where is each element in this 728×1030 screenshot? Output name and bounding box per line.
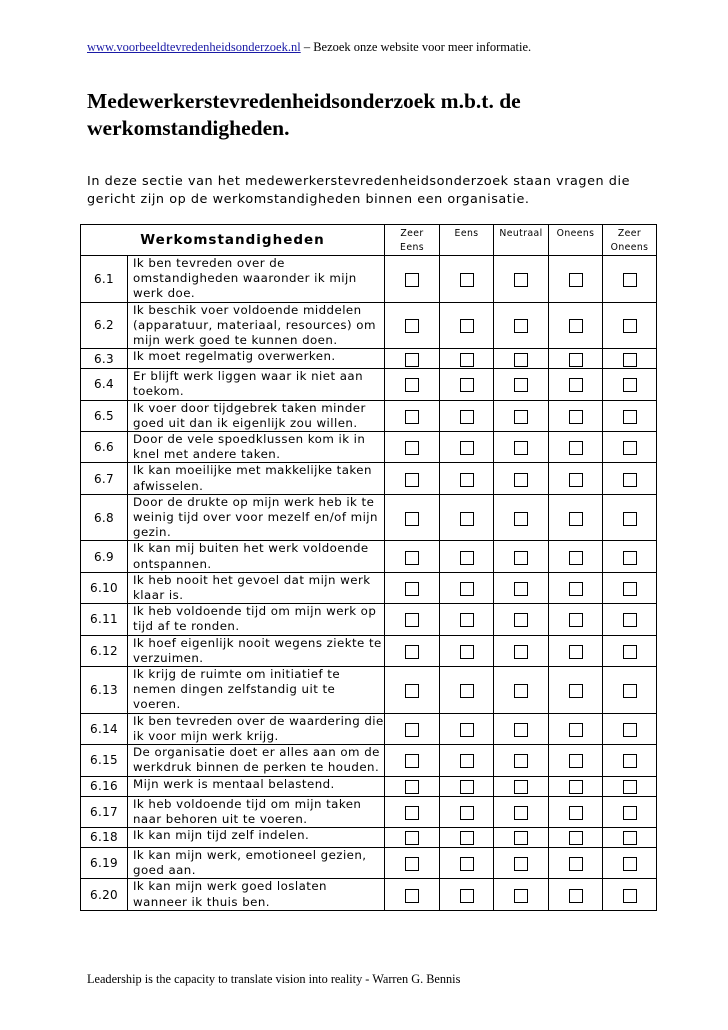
answer-cell-strongly-disagree bbox=[603, 494, 657, 541]
checkbox-neutral[interactable] bbox=[514, 645, 528, 659]
scale-header-strongly-disagree: Zeer Oneens bbox=[603, 225, 657, 256]
checkbox-neutral[interactable] bbox=[514, 410, 528, 424]
answer-cell-disagree bbox=[549, 432, 603, 463]
answer-cell-disagree bbox=[549, 635, 603, 666]
answer-cell-disagree bbox=[549, 349, 603, 369]
question-number: 6.3 bbox=[81, 349, 128, 369]
question-number: 6.2 bbox=[81, 302, 128, 349]
question-text: Ik ben tevreden over de omstandigheden waaronder ik mijn werk doe. bbox=[128, 256, 385, 303]
checkbox-neutral[interactable] bbox=[514, 582, 528, 596]
checkbox-disagree[interactable] bbox=[569, 319, 583, 333]
answer-cell-agree bbox=[440, 667, 494, 714]
checkbox-agree[interactable] bbox=[460, 780, 474, 794]
answer-cell-agree bbox=[440, 796, 494, 827]
answer-cell-strongly-disagree bbox=[603, 349, 657, 369]
checkbox-disagree[interactable] bbox=[569, 754, 583, 768]
question-number: 6.13 bbox=[81, 667, 128, 714]
checkbox-strongly-agree[interactable] bbox=[405, 613, 419, 627]
checkbox-strongly-disagree[interactable] bbox=[623, 780, 637, 794]
checkbox-strongly-agree[interactable] bbox=[405, 645, 419, 659]
answer-cell-neutral bbox=[494, 400, 549, 431]
checkbox-neutral[interactable] bbox=[514, 613, 528, 627]
answer-cell-strongly-disagree bbox=[603, 713, 657, 744]
footer-quote: Leadership is the capacity to translate vision into reality - Warren G. Bennis bbox=[87, 972, 461, 986]
checkbox-neutral[interactable] bbox=[514, 441, 528, 455]
question-text: Ik heb voldoende tijd om mijn taken naar behoren uit te voeren. bbox=[128, 796, 385, 827]
answer-cell-neutral bbox=[494, 541, 549, 572]
answer-cell-strongly-agree bbox=[385, 400, 440, 431]
question-number: 6.5 bbox=[81, 400, 128, 431]
checkbox-disagree[interactable] bbox=[569, 857, 583, 871]
checkbox-strongly-agree[interactable] bbox=[405, 410, 419, 424]
answer-cell-disagree bbox=[549, 827, 603, 847]
answer-cell-strongly-agree bbox=[385, 369, 440, 400]
checkbox-strongly-disagree[interactable] bbox=[623, 410, 637, 424]
question-text: Ik voer door tijdgebrek taken minder goed uit dan ik eigenlijk zou willen. bbox=[128, 400, 385, 431]
checkbox-strongly-disagree[interactable] bbox=[623, 512, 637, 526]
answer-cell-strongly-agree bbox=[385, 302, 440, 349]
answer-cell-agree bbox=[440, 879, 494, 910]
answer-cell-agree bbox=[440, 604, 494, 635]
answer-cell-disagree bbox=[549, 796, 603, 827]
checkbox-strongly-agree[interactable] bbox=[405, 582, 419, 596]
checkbox-strongly-agree[interactable] bbox=[405, 831, 419, 845]
checkbox-neutral[interactable] bbox=[514, 754, 528, 768]
answer-cell-disagree bbox=[549, 713, 603, 744]
table-row bbox=[81, 302, 657, 349]
checkbox-neutral[interactable] bbox=[514, 806, 528, 820]
checkbox-strongly-disagree[interactable] bbox=[623, 319, 637, 333]
question-text: Ik moet regelmatig overwerken. bbox=[128, 349, 385, 369]
answer-cell-strongly-agree bbox=[385, 745, 440, 776]
answer-cell-strongly-agree bbox=[385, 604, 440, 635]
checkbox-strongly-agree[interactable] bbox=[405, 273, 419, 287]
answer-cell-disagree bbox=[549, 256, 603, 303]
answer-cell-strongly-agree bbox=[385, 572, 440, 603]
table-row bbox=[81, 796, 657, 827]
checkbox-agree[interactable] bbox=[460, 441, 474, 455]
answer-cell-disagree bbox=[549, 847, 603, 878]
checkbox-disagree[interactable] bbox=[569, 780, 583, 794]
table-header-row bbox=[81, 225, 657, 256]
answer-cell-strongly-disagree bbox=[603, 302, 657, 349]
answer-cell-strongly-agree bbox=[385, 635, 440, 666]
survey-body bbox=[81, 256, 657, 911]
checkbox-agree[interactable] bbox=[460, 378, 474, 392]
question-text: Ik heb voldoende tijd om mijn werk op tijd af te ronden. bbox=[128, 604, 385, 635]
answer-cell-strongly-disagree bbox=[603, 635, 657, 666]
question-number: 6.11 bbox=[81, 604, 128, 635]
scale-header-agree: Eens bbox=[440, 225, 494, 256]
website-link[interactable]: www.voorbeeldtevredenheidsonderzoek.nl bbox=[87, 40, 301, 54]
checkbox-strongly-agree[interactable] bbox=[405, 857, 419, 871]
answer-cell-strongly-disagree bbox=[603, 667, 657, 714]
answer-cell-strongly-agree bbox=[385, 796, 440, 827]
checkbox-neutral[interactable] bbox=[514, 319, 528, 333]
checkbox-agree[interactable] bbox=[460, 754, 474, 768]
table-row bbox=[81, 847, 657, 878]
checkbox-disagree[interactable] bbox=[569, 806, 583, 820]
answer-cell-neutral bbox=[494, 796, 549, 827]
answer-cell-neutral bbox=[494, 776, 549, 796]
answer-cell-strongly-disagree bbox=[603, 745, 657, 776]
checkbox-strongly-agree[interactable] bbox=[405, 441, 419, 455]
table-row bbox=[81, 432, 657, 463]
answer-cell-disagree bbox=[549, 463, 603, 494]
table-row bbox=[81, 400, 657, 431]
question-number: 6.19 bbox=[81, 847, 128, 878]
checkbox-disagree[interactable] bbox=[569, 723, 583, 737]
checkbox-strongly-agree[interactable] bbox=[405, 684, 419, 698]
answer-cell-agree bbox=[440, 349, 494, 369]
question-number: 6.8 bbox=[81, 494, 128, 541]
scale-header-strongly-agree: Zeer Eens bbox=[385, 225, 440, 256]
checkbox-strongly-agree[interactable] bbox=[405, 319, 419, 333]
page-title: Medewerkerstevredenheidsonderzoek m.b.t. de werkomstandigheden. bbox=[87, 89, 521, 140]
checkbox-neutral[interactable] bbox=[514, 378, 528, 392]
answer-cell-disagree bbox=[549, 667, 603, 714]
checkbox-strongly-agree[interactable] bbox=[405, 378, 419, 392]
checkbox-disagree[interactable] bbox=[569, 582, 583, 596]
question-number: 6.18 bbox=[81, 827, 128, 847]
checkbox-strongly-disagree[interactable] bbox=[623, 831, 637, 845]
question-text: Ik kan mijn werk goed loslaten wanneer ik thuis ben. bbox=[128, 879, 385, 910]
checkbox-agree[interactable] bbox=[460, 645, 474, 659]
checkbox-strongly-disagree[interactable] bbox=[623, 378, 637, 392]
checkbox-strongly-disagree[interactable] bbox=[623, 645, 637, 659]
checkbox-disagree[interactable] bbox=[569, 410, 583, 424]
answer-cell-neutral bbox=[494, 713, 549, 744]
checkbox-neutral[interactable] bbox=[514, 273, 528, 287]
question-text: Ik kan mijn tijd zelf indelen. bbox=[128, 827, 385, 847]
checkbox-disagree[interactable] bbox=[569, 512, 583, 526]
answer-cell-strongly-disagree bbox=[603, 572, 657, 603]
answer-cell-agree bbox=[440, 541, 494, 572]
checkbox-neutral[interactable] bbox=[514, 684, 528, 698]
question-text: Ik ben tevreden over de waardering die ik voor mijn werk krijg. bbox=[128, 713, 385, 744]
question-number: 6.7 bbox=[81, 463, 128, 494]
answer-cell-strongly-agree bbox=[385, 713, 440, 744]
question-number: 6.1 bbox=[81, 256, 128, 303]
checkbox-neutral[interactable] bbox=[514, 473, 528, 487]
answer-cell-agree bbox=[440, 776, 494, 796]
answer-cell-disagree bbox=[549, 541, 603, 572]
answer-cell-strongly-agree bbox=[385, 541, 440, 572]
checkbox-strongly-disagree[interactable] bbox=[623, 551, 637, 565]
checkbox-strongly-agree[interactable] bbox=[405, 754, 419, 768]
checkbox-agree[interactable] bbox=[460, 551, 474, 565]
answer-cell-agree bbox=[440, 369, 494, 400]
checkbox-strongly-disagree[interactable] bbox=[623, 889, 637, 903]
answer-cell-neutral bbox=[494, 847, 549, 878]
answer-cell-strongly-agree bbox=[385, 256, 440, 303]
checkbox-disagree[interactable] bbox=[569, 353, 583, 367]
question-text: Door de vele spoedklussen kom ik in knel met andere taken. bbox=[128, 432, 385, 463]
answer-cell-strongly-disagree bbox=[603, 256, 657, 303]
answer-cell-strongly-agree bbox=[385, 667, 440, 714]
answer-cell-agree bbox=[440, 463, 494, 494]
answer-cell-neutral bbox=[494, 432, 549, 463]
checkbox-neutral[interactable] bbox=[514, 551, 528, 565]
checkbox-disagree[interactable] bbox=[569, 889, 583, 903]
checkbox-neutral[interactable] bbox=[514, 353, 528, 367]
answer-cell-strongly-agree bbox=[385, 776, 440, 796]
question-text: Ik hoef eigenlijk nooit wegens ziekte te verzuimen. bbox=[128, 635, 385, 666]
checkbox-strongly-agree[interactable] bbox=[405, 473, 419, 487]
checkbox-disagree[interactable] bbox=[569, 684, 583, 698]
checkbox-strongly-agree[interactable] bbox=[405, 353, 419, 367]
table-row bbox=[81, 713, 657, 744]
table-row bbox=[81, 776, 657, 796]
answer-cell-disagree bbox=[549, 604, 603, 635]
question-number: 6.6 bbox=[81, 432, 128, 463]
checkbox-strongly-agree[interactable] bbox=[405, 512, 419, 526]
checkbox-agree[interactable] bbox=[460, 353, 474, 367]
checkbox-disagree[interactable] bbox=[569, 613, 583, 627]
checkbox-agree[interactable] bbox=[460, 831, 474, 845]
answer-cell-agree bbox=[440, 847, 494, 878]
table-row bbox=[81, 604, 657, 635]
scale-header-neutral: Neutraal bbox=[494, 225, 549, 256]
checkbox-strongly-agree[interactable] bbox=[405, 889, 419, 903]
answer-cell-agree bbox=[440, 713, 494, 744]
table-row bbox=[81, 369, 657, 400]
checkbox-agree[interactable] bbox=[460, 319, 474, 333]
answer-cell-strongly-disagree bbox=[603, 776, 657, 796]
answer-cell-strongly-agree bbox=[385, 879, 440, 910]
answer-cell-agree bbox=[440, 256, 494, 303]
answer-cell-neutral bbox=[494, 572, 549, 603]
question-number: 6.17 bbox=[81, 796, 128, 827]
table-row bbox=[81, 256, 657, 303]
checkbox-agree[interactable] bbox=[460, 410, 474, 424]
checkbox-agree[interactable] bbox=[460, 473, 474, 487]
survey-table bbox=[80, 224, 657, 911]
table-row bbox=[81, 827, 657, 847]
table-row bbox=[81, 494, 657, 541]
checkbox-disagree[interactable] bbox=[569, 645, 583, 659]
answer-cell-agree bbox=[440, 432, 494, 463]
checkbox-strongly-agree[interactable] bbox=[405, 780, 419, 794]
answer-cell-disagree bbox=[549, 776, 603, 796]
header-suffix: – Bezoek onze website voor meer informatie. bbox=[300, 40, 532, 54]
answer-cell-agree bbox=[440, 494, 494, 541]
checkbox-strongly-disagree[interactable] bbox=[623, 582, 637, 596]
question-number: 6.14 bbox=[81, 713, 128, 744]
question-number: 6.10 bbox=[81, 572, 128, 603]
answer-cell-strongly-agree bbox=[385, 463, 440, 494]
checkbox-neutral[interactable] bbox=[514, 889, 528, 903]
checkbox-disagree[interactable] bbox=[569, 473, 583, 487]
intro-paragraph: In deze sectie van het medewerkerstevredenheidsonderzoek staan vragen die gericht zijn op de werkomstandigheden binnen een organisatie. bbox=[87, 174, 630, 207]
answer-cell-neutral bbox=[494, 256, 549, 303]
question-text: Ik kan mijn werk, emotioneel gezien, goed aan. bbox=[128, 847, 385, 878]
answer-cell-disagree bbox=[549, 879, 603, 910]
checkbox-strongly-disagree[interactable] bbox=[623, 613, 637, 627]
question-number: 6.12 bbox=[81, 635, 128, 666]
answer-cell-strongly-agree bbox=[385, 827, 440, 847]
question-text: Ik heb nooit het gevoel dat mijn werk klaar is. bbox=[128, 572, 385, 603]
checkbox-agree[interactable] bbox=[460, 889, 474, 903]
scale-header-disagree: Oneens bbox=[549, 225, 603, 256]
answer-cell-neutral bbox=[494, 745, 549, 776]
answer-cell-disagree bbox=[549, 369, 603, 400]
column-header-statement: Werkomstandigheden bbox=[81, 225, 385, 256]
checkbox-neutral[interactable] bbox=[514, 857, 528, 871]
checkbox-agree[interactable] bbox=[460, 723, 474, 737]
table-row bbox=[81, 745, 657, 776]
answer-cell-disagree bbox=[549, 745, 603, 776]
checkbox-strongly-disagree[interactable] bbox=[623, 441, 637, 455]
table-row bbox=[81, 635, 657, 666]
checkbox-neutral[interactable] bbox=[514, 780, 528, 794]
checkbox-agree[interactable] bbox=[460, 273, 474, 287]
question-text: Door de drukte op mijn werk heb ik te weinig tijd over voor mezelf en/of mijn gezin. bbox=[128, 494, 385, 541]
answer-cell-strongly-disagree bbox=[603, 541, 657, 572]
answer-cell-neutral bbox=[494, 635, 549, 666]
checkbox-disagree[interactable] bbox=[569, 551, 583, 565]
checkbox-agree[interactable] bbox=[460, 613, 474, 627]
answer-cell-agree bbox=[440, 635, 494, 666]
question-number: 6.15 bbox=[81, 745, 128, 776]
answer-cell-strongly-disagree bbox=[603, 369, 657, 400]
answer-cell-strongly-disagree bbox=[603, 432, 657, 463]
checkbox-disagree[interactable] bbox=[569, 273, 583, 287]
table-row bbox=[81, 667, 657, 714]
answer-cell-neutral bbox=[494, 879, 549, 910]
answer-cell-disagree bbox=[549, 572, 603, 603]
checkbox-disagree[interactable] bbox=[569, 441, 583, 455]
question-text: Ik kan mij buiten het werk voldoende ontspannen. bbox=[128, 541, 385, 572]
question-number: 6.20 bbox=[81, 879, 128, 910]
checkbox-strongly-disagree[interactable] bbox=[623, 473, 637, 487]
checkbox-strongly-disagree[interactable] bbox=[623, 353, 637, 367]
answer-cell-disagree bbox=[549, 302, 603, 349]
answer-cell-neutral bbox=[494, 369, 549, 400]
answer-cell-agree bbox=[440, 745, 494, 776]
answer-cell-neutral bbox=[494, 302, 549, 349]
checkbox-strongly-agree[interactable] bbox=[405, 551, 419, 565]
answer-cell-strongly-agree bbox=[385, 494, 440, 541]
question-number: 6.4 bbox=[81, 369, 128, 400]
checkbox-neutral[interactable] bbox=[514, 512, 528, 526]
answer-cell-strongly-disagree bbox=[603, 604, 657, 635]
answer-cell-agree bbox=[440, 302, 494, 349]
answer-cell-strongly-agree bbox=[385, 349, 440, 369]
checkbox-strongly-disagree[interactable] bbox=[623, 273, 637, 287]
table-row bbox=[81, 541, 657, 572]
checkbox-agree[interactable] bbox=[460, 806, 474, 820]
checkbox-strongly-disagree[interactable] bbox=[623, 723, 637, 737]
checkbox-strongly-disagree[interactable] bbox=[623, 754, 637, 768]
answer-cell-agree bbox=[440, 400, 494, 431]
checkbox-agree[interactable] bbox=[460, 684, 474, 698]
answer-cell-strongly-disagree bbox=[603, 879, 657, 910]
question-text: De organisatie doet er alles aan om de werkdruk binnen de perken te houden. bbox=[128, 745, 385, 776]
answer-cell-strongly-disagree bbox=[603, 400, 657, 431]
table-row bbox=[81, 572, 657, 603]
answer-cell-strongly-disagree bbox=[603, 463, 657, 494]
answer-cell-strongly-disagree bbox=[603, 827, 657, 847]
checkbox-neutral[interactable] bbox=[514, 831, 528, 845]
page-header bbox=[87, 40, 531, 55]
question-text: Ik krijg de ruimte om initiatief te nemen dingen zelfstandig uit te voeren. bbox=[128, 667, 385, 714]
table-row bbox=[81, 879, 657, 910]
answer-cell-neutral bbox=[494, 667, 549, 714]
checkbox-strongly-agree[interactable] bbox=[405, 723, 419, 737]
question-text: Er blijft werk liggen waar ik niet aan toekom. bbox=[128, 369, 385, 400]
checkbox-neutral[interactable] bbox=[514, 723, 528, 737]
question-number: 6.16 bbox=[81, 776, 128, 796]
answer-cell-neutral bbox=[494, 494, 549, 541]
answer-cell-strongly-disagree bbox=[603, 847, 657, 878]
answer-cell-strongly-agree bbox=[385, 847, 440, 878]
checkbox-agree[interactable] bbox=[460, 582, 474, 596]
checkbox-strongly-disagree[interactable] bbox=[623, 857, 637, 871]
checkbox-disagree[interactable] bbox=[569, 378, 583, 392]
checkbox-agree[interactable] bbox=[460, 857, 474, 871]
checkbox-disagree[interactable] bbox=[569, 831, 583, 845]
checkbox-strongly-disagree[interactable] bbox=[623, 806, 637, 820]
checkbox-agree[interactable] bbox=[460, 512, 474, 526]
table-row bbox=[81, 463, 657, 494]
answer-cell-disagree bbox=[549, 400, 603, 431]
question-text: Ik beschik voer voldoende middelen (apparatuur, materiaal, resources) om mijn werk goed te kunnen doen. bbox=[128, 302, 385, 349]
table-row bbox=[81, 349, 657, 369]
answer-cell-neutral bbox=[494, 604, 549, 635]
question-text: Mijn werk is mentaal belastend. bbox=[128, 776, 385, 796]
question-text: Ik kan moeilijke met makkelijke taken afwisselen. bbox=[128, 463, 385, 494]
answer-cell-neutral bbox=[494, 463, 549, 494]
answer-cell-neutral bbox=[494, 827, 549, 847]
answer-cell-strongly-disagree bbox=[603, 796, 657, 827]
answer-cell-disagree bbox=[549, 494, 603, 541]
answer-cell-neutral bbox=[494, 349, 549, 369]
answer-cell-strongly-agree bbox=[385, 432, 440, 463]
checkbox-strongly-disagree[interactable] bbox=[623, 684, 637, 698]
question-number: 6.9 bbox=[81, 541, 128, 572]
answer-cell-agree bbox=[440, 572, 494, 603]
answer-cell-agree bbox=[440, 827, 494, 847]
checkbox-strongly-agree[interactable] bbox=[405, 806, 419, 820]
